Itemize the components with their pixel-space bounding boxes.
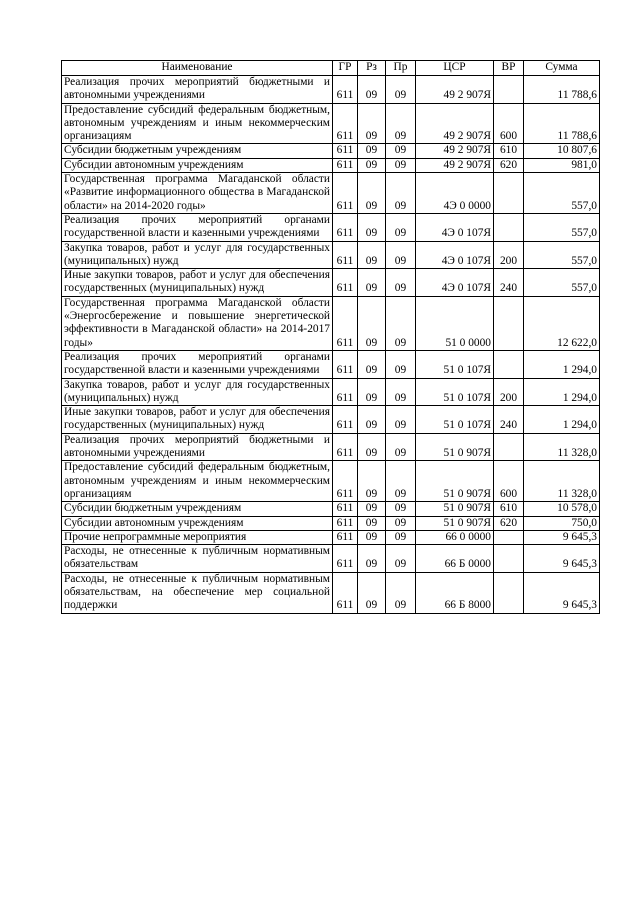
cell-gr: 611 [333,433,358,461]
cell-vr: 200 [494,241,524,269]
cell-gr: 611 [333,378,358,406]
cell-gr: 611 [333,461,358,502]
cell-rz: 09 [358,461,386,502]
cell-vr [494,572,524,613]
cell-sum: 1 294,0 [524,378,600,406]
cell-pr: 09 [386,296,416,350]
table-row [62,530,600,544]
cell-csr: 49 2 907Я [416,158,494,172]
cell-sum: 11 328,0 [524,461,600,502]
cell-pr: 09 [386,572,416,613]
cell-gr: 611 [333,103,358,144]
cell-csr: 51 0 907Я [416,433,494,461]
cell-csr: 51 0 107Я [416,350,494,378]
cell-name: Государственная программа Магаданской области «Развитие информационного общества в Магаданской области» на 2014-2020 годы» [62,173,333,214]
cell-gr: 611 [333,572,358,613]
cell-vr: 610 [494,144,524,158]
cell-sum: 10 578,0 [524,502,600,516]
header-gr: ГР [333,61,358,76]
header-pr: Пр [386,61,416,76]
cell-name: Реализация прочих мероприятий бюджетными и автономными учреждениями [62,433,333,461]
cell-rz: 09 [358,76,386,104]
cell-pr: 09 [386,433,416,461]
cell-sum: 10 807,6 [524,144,600,158]
cell-sum: 12 622,0 [524,296,600,350]
table-row [62,378,600,406]
cell-vr: 600 [494,461,524,502]
cell-name: Субсидии бюджетным учреждениям [62,144,333,158]
cell-rz: 09 [358,545,386,573]
table-row [62,461,600,502]
cell-vr [494,213,524,241]
cell-csr: 51 0 107Я [416,406,494,434]
cell-sum: 9 645,3 [524,545,600,573]
cell-sum: 557,0 [524,213,600,241]
cell-vr: 240 [494,406,524,434]
cell-rz: 09 [358,406,386,434]
table-row [62,173,600,214]
cell-rz: 09 [358,241,386,269]
cell-csr: 49 2 907Я [416,144,494,158]
header-sum: Сумма [524,61,600,76]
cell-csr: 51 0 907Я [416,516,494,530]
table-row [62,213,600,241]
cell-csr: 4Э 0 107Я [416,269,494,297]
cell-pr: 09 [386,378,416,406]
header-row [62,61,600,76]
cell-csr: 4Э 0 0000 [416,173,494,214]
cell-pr: 09 [386,350,416,378]
cell-sum: 11 788,6 [524,103,600,144]
cell-sum: 557,0 [524,269,600,297]
cell-gr: 611 [333,516,358,530]
cell-vr [494,296,524,350]
cell-pr: 09 [386,76,416,104]
table-row [62,158,600,172]
cell-pr: 09 [386,158,416,172]
cell-sum: 981,0 [524,158,600,172]
cell-rz: 09 [358,502,386,516]
cell-sum: 750,0 [524,516,600,530]
cell-gr: 611 [333,502,358,516]
cell-csr: 51 0 907Я [416,502,494,516]
header-name: Наименование [62,61,333,76]
cell-pr: 09 [386,173,416,214]
cell-csr: 66 Б 0000 [416,545,494,573]
cell-rz: 09 [358,572,386,613]
cell-name: Реализация прочих мероприятий органами государственной власти и казенными учреждениями [62,350,333,378]
cell-sum: 11 328,0 [524,433,600,461]
cell-name: Реализация прочих мероприятий бюджетными и автономными учреждениями [62,76,333,104]
cell-vr [494,433,524,461]
cell-sum: 1 294,0 [524,406,600,434]
cell-sum: 9 645,3 [524,572,600,613]
cell-pr: 09 [386,144,416,158]
cell-vr [494,350,524,378]
cell-csr: 51 0 907Я [416,461,494,502]
cell-pr: 09 [386,103,416,144]
cell-rz: 09 [358,173,386,214]
cell-vr [494,530,524,544]
cell-rz: 09 [358,516,386,530]
budget-table [61,60,600,614]
cell-csr: 51 0 0000 [416,296,494,350]
cell-rz: 09 [358,530,386,544]
cell-rz: 09 [358,269,386,297]
cell-vr [494,173,524,214]
cell-gr: 611 [333,545,358,573]
cell-gr: 611 [333,530,358,544]
header-rz: Рз [358,61,386,76]
cell-name: Государственная программа Магаданской области «Энергосбережение и повышение энергетической эффективности в Магаданской области» на 2014-2017 годы» [62,296,333,350]
table-row [62,502,600,516]
cell-pr: 09 [386,530,416,544]
header-csr: ЦСР [416,61,494,76]
cell-name: Иные закупки товаров, работ и услуг для обеспечения государственных (муниципальных) нужд [62,406,333,434]
table-row [62,433,600,461]
table-row [62,572,600,613]
cell-sum: 1 294,0 [524,350,600,378]
cell-pr: 09 [386,269,416,297]
cell-rz: 09 [358,350,386,378]
cell-pr: 09 [386,406,416,434]
table-header [62,61,600,76]
cell-name: Субсидии бюджетным учреждениям [62,502,333,516]
cell-pr: 09 [386,502,416,516]
header-vr: ВР [494,61,524,76]
table-row [62,350,600,378]
cell-pr: 09 [386,213,416,241]
cell-name: Субсидии автономным учреждениям [62,158,333,172]
cell-name: Предоставление субсидий федеральным бюджетным, автономным учреждениям и иным некоммерческим организациям [62,103,333,144]
cell-vr: 620 [494,158,524,172]
cell-gr: 611 [333,158,358,172]
cell-sum: 9 645,3 [524,530,600,544]
cell-name: Прочие непрограммные мероприятия [62,530,333,544]
cell-vr [494,76,524,104]
cell-pr: 09 [386,516,416,530]
cell-vr: 240 [494,269,524,297]
cell-gr: 611 [333,350,358,378]
cell-name: Предоставление субсидий федеральным бюджетным, автономным учреждениям и иным некоммерческим организациям [62,461,333,502]
table-row [62,269,600,297]
cell-rz: 09 [358,144,386,158]
table-row [62,545,600,573]
cell-gr: 611 [333,296,358,350]
cell-gr: 611 [333,213,358,241]
cell-vr: 610 [494,502,524,516]
cell-name: Реализация прочих мероприятий органами государственной власти и казенными учреждениями [62,213,333,241]
cell-pr: 09 [386,545,416,573]
cell-name: Расходы, не отнесенные к публичным нормативным обязательствам [62,545,333,573]
cell-pr: 09 [386,461,416,502]
cell-sum: 11 788,6 [524,76,600,104]
cell-name: Иные закупки товаров, работ и услуг для обеспечения государственных (муниципальных) нужд [62,269,333,297]
cell-csr: 49 2 907Я [416,103,494,144]
table-row [62,406,600,434]
cell-gr: 611 [333,406,358,434]
cell-name: Закупка товаров, работ и услуг для государственных (муниципальных) нужд [62,241,333,269]
cell-gr: 611 [333,269,358,297]
cell-name: Закупка товаров, работ и услуг для государственных (муниципальных) нужд [62,378,333,406]
cell-vr: 620 [494,516,524,530]
cell-gr: 611 [333,241,358,269]
table-row [62,516,600,530]
cell-sum: 557,0 [524,173,600,214]
table-row [62,76,600,104]
cell-csr: 66 Б 8000 [416,572,494,613]
cell-rz: 09 [358,213,386,241]
cell-name: Расходы, не отнесенные к публичным нормативным обязательствам, на обеспечение мер социальной поддержки [62,572,333,613]
cell-rz: 09 [358,158,386,172]
cell-rz: 09 [358,103,386,144]
cell-vr [494,545,524,573]
cell-csr: 66 0 0000 [416,530,494,544]
table-row [62,241,600,269]
table-row [62,144,600,158]
cell-rz: 09 [358,296,386,350]
cell-name: Субсидии автономным учреждениям [62,516,333,530]
cell-csr: 4Э 0 107Я [416,241,494,269]
cell-rz: 09 [358,433,386,461]
cell-vr: 600 [494,103,524,144]
table-row [62,103,600,144]
cell-csr: 4Э 0 107Я [416,213,494,241]
cell-pr: 09 [386,241,416,269]
cell-gr: 611 [333,173,358,214]
cell-gr: 611 [333,76,358,104]
cell-sum: 557,0 [524,241,600,269]
cell-vr: 200 [494,378,524,406]
cell-csr: 49 2 907Я [416,76,494,104]
table-row [62,296,600,350]
table-body [62,76,600,614]
cell-rz: 09 [358,378,386,406]
cell-gr: 611 [333,144,358,158]
cell-csr: 51 0 107Я [416,378,494,406]
